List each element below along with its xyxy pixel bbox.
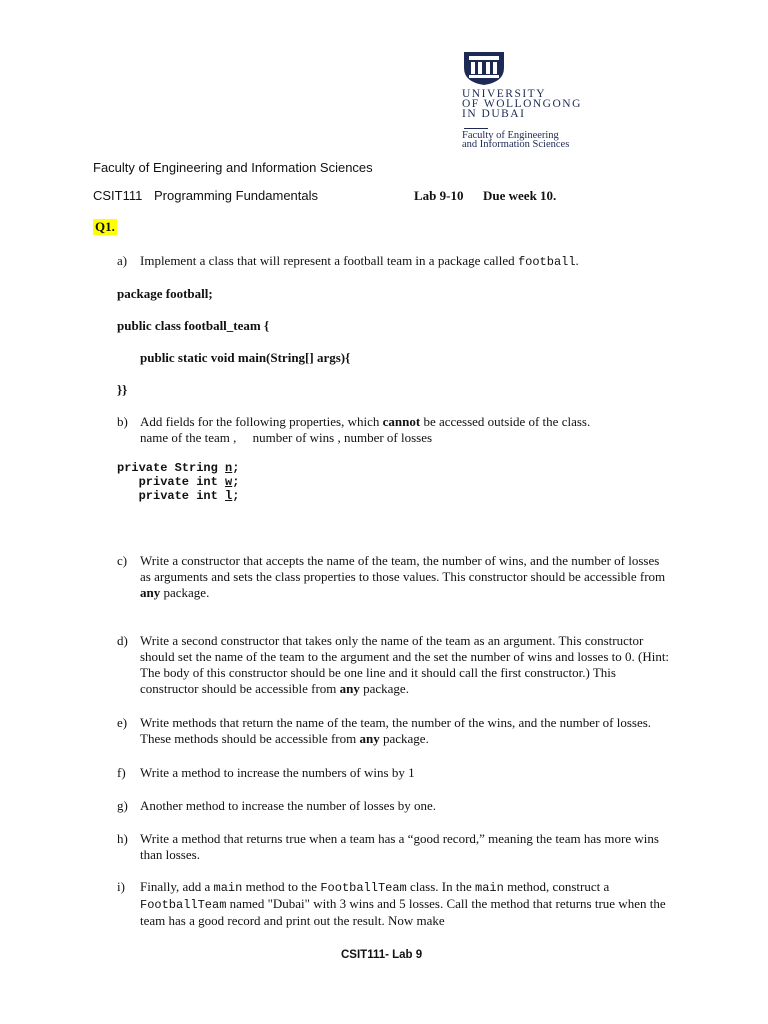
item-c-pre: Write a constructor that accepts the name of the team, the number of wins, and the number of losses as arguments and sets the class properties to those values. This constructor should be accessible from: [140, 553, 666, 584]
item-d-text: [140, 633, 670, 697]
item-i-t5: named "Dubai" with 3 wins and 5 losses. Call the method that returns true when the team has a good record and print out the result. Now make: [140, 896, 666, 928]
item-a-body: Implement a class that will represent a football team in a package called: [140, 253, 518, 268]
item-e-text: [140, 715, 670, 747]
item-e-pre: Write methods that return the name of the team, the number of the wins, and the number of losses. These methods should be accessible from: [140, 715, 652, 746]
code-field-3-end: ;: [232, 489, 240, 503]
code-field-1-end: ;: [232, 461, 240, 475]
lab-number: Lab 9-10: [414, 188, 464, 203]
course-code: CSIT111: [93, 188, 143, 203]
code-field-3-var: l: [225, 489, 233, 503]
item-g-label: g): [117, 798, 128, 813]
item-i-code-main: main: [213, 881, 243, 895]
item-i-text: [140, 879, 670, 929]
item-g-text: Another method to increase the number of losses by one.: [140, 798, 437, 813]
code-field-2-end: ;: [232, 475, 240, 489]
item-f-label: f): [117, 765, 126, 780]
item-d-post: package.: [359, 681, 409, 696]
item-a-text: [140, 253, 670, 270]
logo-divider: [464, 128, 488, 129]
code-field-1-var: n: [225, 461, 233, 475]
item-i-label: i): [117, 879, 125, 894]
item-i-t1: Finally, add a: [140, 879, 214, 894]
item-c-label: c): [117, 553, 128, 568]
item-b-pre: Add fields for the following properties, which: [140, 414, 383, 429]
item-d-pre: Write a second constructor that takes only the name of the team as an argument. This constructor should set the name of the team to the argument and the set the number of wins and losses to 0. (Hint: The body of this constructor should be one line and it should call the first constructor.) This constructor should be accessible from: [140, 633, 670, 696]
question-label: Q1.: [95, 219, 115, 234]
code-fields: [117, 461, 239, 503]
item-i-t2: method to the: [242, 879, 321, 894]
code-main-line: public static void main(String[] args){: [140, 350, 351, 365]
item-a-code: football: [517, 255, 576, 269]
university-logo: [462, 50, 662, 150]
item-h-label: h): [117, 831, 128, 846]
item-e-label: e): [117, 715, 128, 730]
crest-icon: [462, 50, 506, 86]
item-i-code-main-2: main: [475, 881, 504, 895]
course-name: Programming Fundamentals: [154, 188, 319, 203]
code-closing-braces: }}: [117, 382, 128, 397]
item-i-t3: class. In the: [406, 879, 475, 894]
item-f-text: Write a method to increase the numbers of wins by 1: [140, 765, 415, 780]
item-b-text: [140, 414, 670, 446]
code-field-1: private String: [117, 461, 226, 475]
item-b-bold: cannot: [382, 414, 421, 429]
item-b-line2: name of the team , number of wins , number of losses: [140, 430, 433, 445]
due-date: Due week 10.: [483, 188, 557, 203]
code-class-line: public class football_team {: [117, 318, 270, 333]
logo-line-2: OF WOLLONGONG: [462, 98, 582, 110]
faculty-heading: Faculty of Engineering and Information Sciences: [93, 160, 373, 175]
item-e-post: package.: [379, 731, 429, 746]
item-a-label: a): [117, 253, 128, 268]
code-field-3: private int: [117, 489, 226, 503]
page-footer: CSIT111- Lab 9: [341, 949, 423, 961]
item-c-post: package.: [160, 585, 210, 600]
item-h-text: Write a method that returns true when a team has a “good record,” meaning the team has more wins than losses.: [140, 831, 659, 862]
item-e-bold: any: [359, 731, 380, 746]
logo-line-1: UNIVERSITY: [462, 88, 546, 100]
item-i-code-class: FootballTeam: [320, 881, 407, 895]
item-c-text: [140, 553, 670, 601]
logo-faculty-1: Faculty of Engineering: [462, 130, 559, 141]
item-d-label: d): [117, 633, 128, 648]
item-i-code-class-2: FootballTeam: [140, 898, 227, 912]
item-a-end: .: [575, 253, 579, 268]
code-field-2-var: w: [225, 475, 233, 489]
item-b-label: b): [117, 414, 128, 429]
item-c-bold: any: [140, 585, 161, 600]
logo-line-3: IN DUBAI: [462, 108, 526, 120]
logo-faculty-2: and Information Sciences: [462, 139, 570, 150]
code-field-2: private int: [117, 475, 226, 489]
item-d-bold: any: [339, 681, 360, 696]
code-package-line: package football;: [117, 286, 213, 301]
item-b-post: be accessed outside of the class.: [420, 414, 591, 429]
item-i-t4: method, construct a: [503, 879, 610, 894]
